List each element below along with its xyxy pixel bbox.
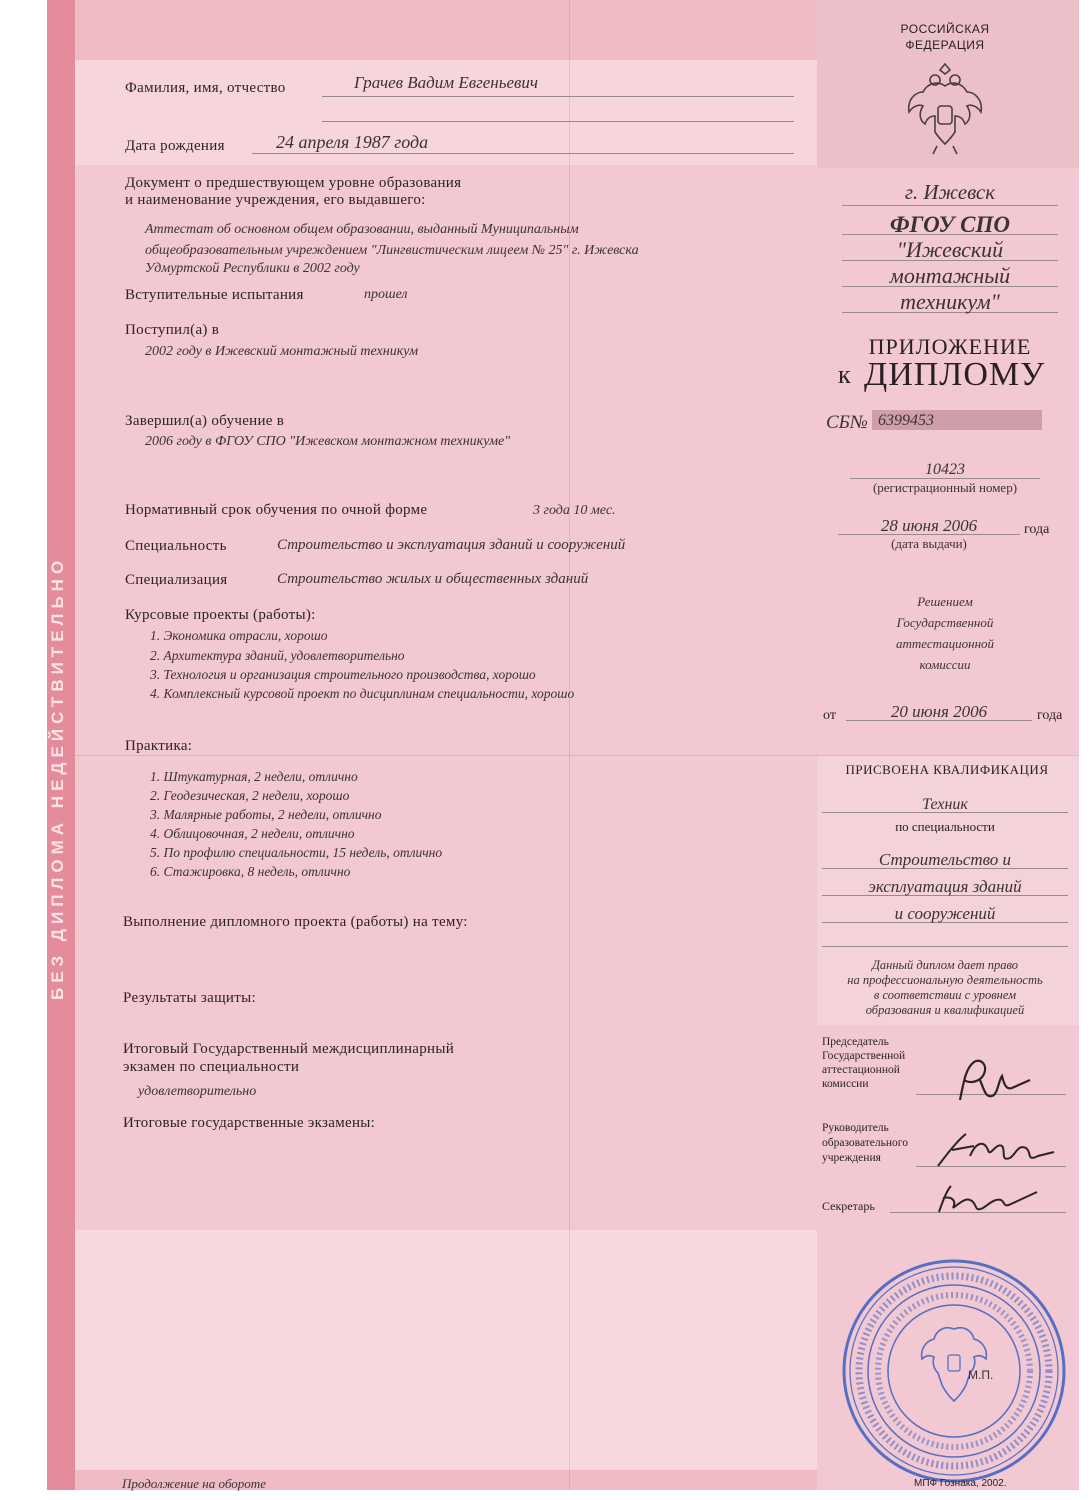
project-item: 1. Экономика отрасли, хорошо — [150, 628, 328, 643]
name-line-2 — [322, 121, 794, 122]
chair-signature — [940, 1050, 1050, 1110]
state-exams-label: Итоговые государственные экзамены: — [123, 1115, 376, 1131]
appendix-title-2: ДИПЛОМУ — [864, 356, 1046, 393]
fold-line-horizontal — [75, 755, 1079, 756]
by-specialty-label: по специальности — [895, 819, 995, 834]
secretary-signature — [925, 1176, 1045, 1221]
practice-label: Практика: — [125, 738, 193, 754]
chair-label-2: Государственной — [822, 1050, 906, 1062]
reg-number: 10423 — [925, 461, 965, 478]
rights-line-1: Данный диплом дает право — [871, 958, 1019, 972]
birth-line — [252, 153, 794, 154]
specialty-value: Строительство и эксплуатация зданий и сооружений — [277, 537, 626, 553]
series-label: СБ№ — [826, 412, 868, 433]
institution-line-2-value: "Ижевский — [896, 237, 1004, 262]
final-exam-value: удовлетворительно — [138, 1084, 257, 1099]
city-value: г. Ижевск — [904, 180, 996, 204]
issue-suffix: года — [1024, 522, 1050, 537]
appendix-title-1: ПРИЛОЖЕНИЕ — [868, 334, 1032, 359]
projects-label: Курсовые проекты (работы): — [125, 607, 316, 623]
footer-right-print: МПФ Гознака, 2002. — [914, 1478, 1007, 1489]
decision-date: 20 июня 2006 — [890, 702, 988, 721]
issue-label: (дата выдачи) — [891, 536, 967, 551]
spec-value-3: и сооружений — [894, 904, 996, 923]
prev-doc-label-2: и наименование учреждения, его выдавшего: — [125, 192, 426, 208]
entrance-value: прошел — [364, 287, 408, 302]
institution-line-1-value: ФГОУ СПО — [889, 212, 1010, 237]
prev-doc-line-1: Аттестат об основном общем образовании, выданный Муниципальным — [145, 222, 579, 237]
enrolled-label: Поступил(а) в — [125, 322, 220, 338]
footer-band — [75, 1230, 817, 1470]
prev-doc-label-1: Документ о предшествующем уровне образования — [125, 175, 462, 191]
prev-doc-line-2: общеобразовательным учреждением "Лингвистическим лицеем № 25" г. Ижевска — [145, 243, 639, 258]
decision-line-3: аттестационной — [895, 636, 995, 651]
coat-of-arms-icon — [897, 62, 993, 158]
secretary-label: Секретарь — [822, 1199, 875, 1213]
spec-value-1: Строительство и — [878, 850, 1012, 869]
entrance-label: Вступительные испытания — [125, 287, 304, 303]
thesis-label: Выполнение дипломного проекта (работы) на тему: — [123, 914, 468, 930]
diploma-number: 6399453 — [878, 412, 934, 429]
footer-continuation: Продолжение на обороте — [122, 1476, 266, 1491]
name-value: Грачев Вадим Евгеньевич — [354, 73, 538, 92]
decision-line-2: Государственной — [896, 615, 994, 630]
name-line — [322, 96, 794, 97]
prev-doc-line-3: Удмуртской Республики в 2002 году — [145, 261, 360, 276]
decision-suffix: года — [1037, 708, 1063, 723]
chair-label-1: Председатель — [822, 1036, 889, 1048]
birth-value: 24 апреля 1987 года — [276, 132, 429, 152]
reg-label: (регистрационный номер) — [872, 480, 1018, 495]
head-label-2: образовательного — [822, 1137, 908, 1149]
name-label: Фамилия, имя, отчество — [125, 80, 286, 96]
decision-line-4: комиссии — [919, 657, 971, 672]
institution-line-3-value: монтажный — [889, 263, 1011, 288]
practice-item: 2. Геодезическая, 2 недели, хорошо — [150, 788, 350, 803]
chair-label-4: комиссии — [822, 1078, 869, 1090]
country-line-2: ФЕДЕРАЦИЯ — [905, 38, 985, 52]
spec-line-4 — [822, 946, 1068, 947]
issue-date: 28 июня 2006 — [880, 516, 978, 535]
practice-item: 1. Штукатурная, 2 недели, отлично — [150, 769, 358, 784]
head-signature — [930, 1120, 1060, 1175]
specialty-label: Специальность — [125, 538, 227, 554]
finished-value: 2006 году в ФГОУ СПО "Ижевском монтажном техникуме" — [145, 434, 511, 449]
head-label-1: Руководитель — [822, 1122, 889, 1134]
birth-label: Дата рождения — [125, 138, 225, 154]
practice-item: 4. Облицовочная, 2 недели, отлично — [150, 826, 355, 841]
decision-from: от — [823, 708, 836, 723]
head-label-3: учреждения — [822, 1152, 881, 1164]
qualification-label: ПРИСВОЕНА КВАЛИФИКАЦИЯ — [845, 762, 1049, 777]
finished-label: Завершил(а) обучение в — [125, 413, 285, 429]
term-value: 3 года 10 мес. — [533, 503, 616, 518]
qualification-value: Техник — [922, 796, 968, 813]
practice-item: 5. По профилю специальности, 15 недель, отлично — [150, 845, 443, 860]
stamp-mp: М.П. — [968, 1368, 994, 1382]
defense-label: Результаты защиты: — [123, 990, 256, 1006]
official-stamp — [838, 1255, 1070, 1487]
rights-line-3: в соответствии с уровнем — [873, 988, 1017, 1002]
side-strip-text: БЕЗ ДИПЛОМА НЕДЕЙСТВИТЕЛЬНО — [48, 555, 67, 1000]
enrolled-value: 2002 году в Ижевский монтажный техникум — [145, 344, 419, 359]
appendix-title-prefix: к — [838, 360, 851, 389]
decision-line-1: Решением — [917, 594, 973, 609]
country-line-1: РОССИЙСКАЯ — [900, 22, 990, 36]
project-item: 4. Комплексный курсовой проект по дисциплинам специальности, хорошо — [150, 686, 575, 701]
final-exam-label-1: Итоговый Государственный междисциплинарный — [123, 1041, 455, 1057]
specialization-label: Специализация — [125, 572, 228, 588]
spec-value-2: эксплуатация зданий — [868, 877, 1022, 896]
specialization-value: Строительство жилых и общественных зданий — [277, 571, 589, 587]
final-exam-label-2: экзамен по специальности — [123, 1059, 300, 1075]
city-line — [842, 205, 1058, 206]
project-item: 3. Технология и организация строительного производства, хорошо — [150, 667, 536, 682]
practice-item: 6. Стажировка, 8 недель, отлично — [150, 864, 351, 879]
chair-label-3: аттестационной — [822, 1064, 900, 1076]
practice-item: 3. Малярные работы, 2 недели, отлично — [150, 807, 382, 822]
rights-line-2: на профессиональную деятельность — [847, 973, 1043, 987]
term-label: Нормативный срок обучения по очной форме — [125, 502, 428, 518]
institution-line-4-value: техникум" — [900, 289, 1000, 314]
rights-line-4: образования и квалификацией — [865, 1003, 1025, 1017]
project-item: 2. Архитектура зданий, удовлетворительно — [150, 648, 405, 663]
